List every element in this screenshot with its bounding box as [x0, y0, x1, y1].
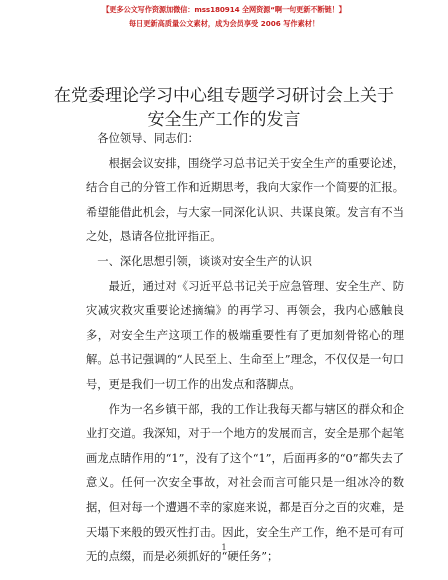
promo-banner-line-2: 每日更新高质量公文素材，成为会员享受 2006 写作素材！ [128, 19, 320, 28]
page-number: 1 [221, 543, 227, 552]
document-title [40, 84, 408, 132]
promo-banner-line-1: 【更多公文写作资源加微信：mss180914 全网资源“啊一句更新不断链！】 [102, 5, 346, 14]
salutation: 各位领导、同志们： [97, 132, 199, 145]
document-title-line-2: 安全生产工作的发言 [147, 110, 301, 130]
paragraph-study: 最近，通过对《习近平总书记关于应急管理、安全生产、防灾减灾救灾重要论述摘编》的再学习、再领会，我内心感触良多，对安全生产这项工作的极端重要性有了更加刻骨铭心的理解。总书记强调的“人民至上、生命至上”理念，不仅仅是一句口号，更是我们一切工作的出发点和落脚点。 [86, 279, 404, 391]
paragraph-safety: 作为一名乡镇干部，我的工作让我每天都与辖区的群众和企业打交道。我深知，对于一个地方的发展而言，安全是那个起笔画龙点睛作用的“1”，没有了这个“1”，后面再多的“0”都失去了意义。任何一次安全事故，对社会而言可能只是一组冰冷的数据，但对每一个遭遇不幸的家庭来说，都是百分之百的灾难，是天塌下来般的毁灭性打击。因此，安全生产工作，绝不是可有可无的点缀，而是必须抓好的“硬任务”； [86, 402, 404, 564]
document-title-line-1: 在党委理论学习中心组专题学习研讨会上关于 [54, 86, 394, 106]
document-body [86, 127, 404, 570]
paragraph-intro: 根据会议安排，围绕学习总书记关于安全生产的重要论述，结合自己的分管工作和近期思考，我向大家作一个简要的汇报。希望能借此机会，与大家一同深化认识、共谋良策。发言有不当之处，恳请各位批评指正。 [86, 156, 404, 244]
promo-banner [0, 4, 448, 30]
section-heading-1: 一、深化思想引领，谈谈对安全生产的认识 [97, 254, 312, 268]
